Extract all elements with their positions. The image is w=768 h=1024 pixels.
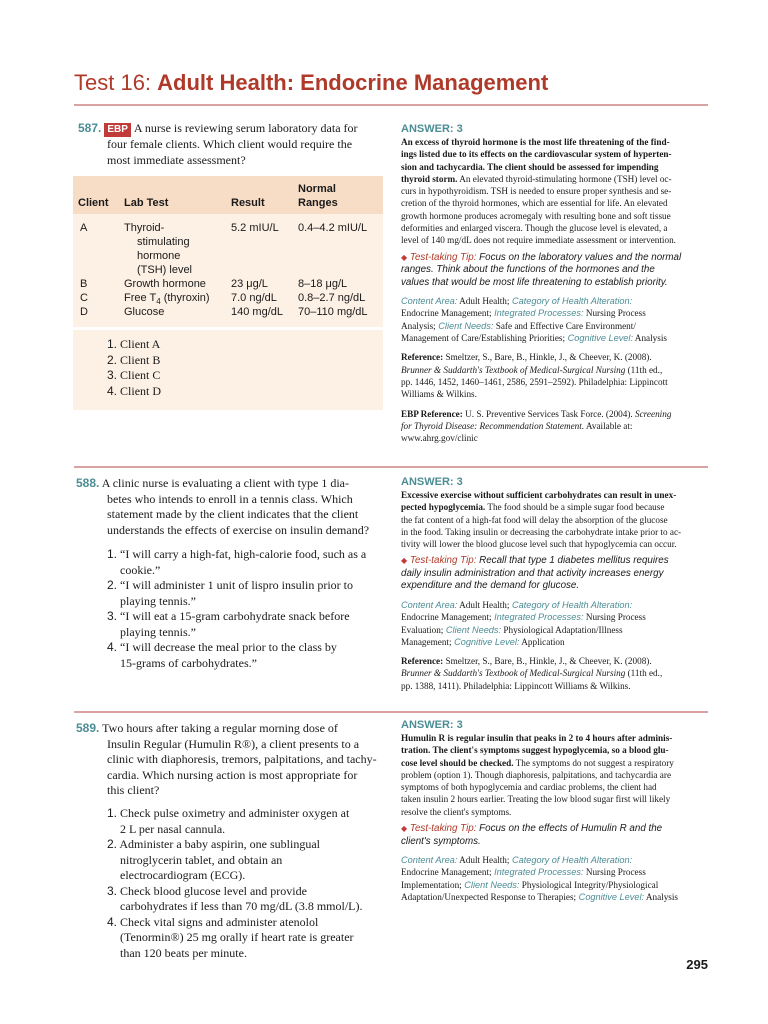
- col-lab-test: Lab Test: [124, 197, 169, 209]
- option-number: 2.: [107, 352, 118, 367]
- meta-value: Evaluation;: [401, 624, 444, 635]
- option-text: “I will decrease the meal prior to the class by: [120, 640, 337, 654]
- tip-label: Test-taking Tip:: [409, 251, 477, 263]
- option-item[interactable]: [107, 806, 397, 837]
- option-number: 4.: [107, 640, 118, 654]
- meta-value: Physiological Adaptation/Illness: [501, 624, 623, 635]
- meta-value: Nursing Process: [583, 867, 646, 878]
- table-cell: B: [80, 278, 88, 290]
- option-text: (Tenormin®) 25 mg orally if heart rate is greater: [120, 930, 354, 944]
- title-divider: [74, 104, 708, 106]
- option-text: electrocardiogram (ECG).: [120, 868, 246, 882]
- option-text: Check pulse oximetry and administer oxygen at: [120, 806, 350, 820]
- answer-label: ANSWER: 3: [401, 476, 463, 488]
- meta-value: Adult Health;: [457, 599, 510, 610]
- rationale-text: problem (option 1). Though diaphoresis, palpitations, and tachycardia are: [401, 769, 672, 780]
- q587-answer-block: [401, 123, 711, 444]
- meta-value: Management of Care/Establishing Priorities;: [401, 333, 566, 344]
- rationale-bold: pected hypoglycemia.: [401, 502, 486, 513]
- q587-options: [107, 337, 161, 399]
- q589-stem-line: clinic with diaphoresis, tremors, palpitations, and tachy-: [107, 752, 377, 766]
- reference-text: U. S. Preventive Services Task Force. (2004).: [462, 408, 636, 419]
- content-meta: [401, 854, 711, 903]
- reference: [401, 351, 711, 400]
- rationale-bold: thyroid storm.: [401, 173, 458, 184]
- option-text: Check vital signs and administer atenolol: [120, 914, 319, 929]
- meta-value: Application: [519, 636, 565, 647]
- option-number: 4.: [107, 383, 118, 398]
- rationale-text: taken insulin 2 hours earlier. Treating the low blood sugar first will likely: [401, 794, 671, 805]
- q588-answer-block: [401, 476, 711, 692]
- meta-key: Cognitive Level:: [576, 891, 645, 902]
- q588-stem-line: statement made by the client indicates that the client: [107, 507, 359, 521]
- content-meta: [401, 599, 711, 648]
- table-cell: 7.0 ng/dL: [231, 292, 277, 304]
- option-number: 2.: [107, 837, 118, 851]
- tip-label: Test-taking Tip:: [409, 555, 477, 567]
- tip-text: daily insulin administration and that activity increases energy: [401, 567, 664, 579]
- q589-number: 589.: [76, 721, 100, 735]
- option-text: Client D: [120, 383, 162, 398]
- table-cell: 0.4–4.2 mIU/L: [298, 222, 368, 234]
- reference-title: Screening: [635, 408, 672, 419]
- reference-text: Available at:: [584, 420, 633, 431]
- meta-value: Management;: [401, 636, 452, 647]
- reference-text: (11th ed.,: [625, 364, 663, 375]
- q588-options: [107, 547, 397, 671]
- option-text: Client C: [120, 368, 161, 382]
- option-text: Check blood glucose level and provide: [120, 883, 307, 898]
- reference-text: Williams & Wilkins.: [401, 389, 477, 400]
- option-item[interactable]: [107, 578, 397, 609]
- reference-text: pp. 1388, 1411). Philadelphia: Lippincott Williams & Wilkins.: [401, 680, 631, 691]
- option-text: Administer a baby aspirin, one sublingual: [119, 837, 320, 851]
- meta-key: Integrated Processes:: [491, 308, 584, 319]
- reference-text: Smeltzer, S., Bare, B., Hinkle, J., & Cheever, K. (2008).: [443, 656, 652, 667]
- meta-value: Endocrine Management;: [401, 612, 492, 623]
- answer-label: ANSWER: 3: [401, 719, 463, 731]
- q588-stem-line: betes who intends to enroll in a tennis class. Which: [107, 491, 353, 506]
- meta-value: Safe and Effective Care Environment/: [493, 320, 636, 331]
- option-text: playing tennis.”: [120, 624, 196, 639]
- section-divider: [74, 466, 708, 468]
- rationale-bold: ings listed due to its effects on the cardiovascular system of hyperten-: [401, 149, 672, 160]
- meta-key: Client Needs:: [461, 879, 520, 890]
- option-text: carbohydrates if less than 70 mg/dL (3.8 mmol/L).: [120, 899, 363, 913]
- option-number: 1.: [107, 547, 118, 561]
- q589-stem-line: this client?: [107, 783, 160, 797]
- table-cell: (TSH) level: [137, 264, 193, 276]
- rationale: [401, 136, 711, 247]
- table-cell: 23 μg/L: [231, 278, 268, 290]
- option-number: 3.: [107, 368, 118, 382]
- rationale-bold: cose level should be checked.: [401, 757, 514, 768]
- option-item[interactable]: [107, 368, 161, 384]
- option-item[interactable]: [107, 915, 397, 962]
- rationale-bold: tration. The client's symptoms suggest hypoglycemia, so a blood glu-: [401, 745, 669, 756]
- option-text: Client A: [120, 337, 161, 351]
- title-prefix: Test 16:: [74, 70, 158, 95]
- q587-number: 587.: [78, 121, 102, 135]
- tip-marker-icon: ◆: [401, 252, 408, 262]
- option-number: 2.: [107, 578, 118, 592]
- title-main: Adult Health: Endocrine Management: [157, 70, 549, 95]
- page-title: [74, 70, 548, 96]
- meta-value: Endocrine Management;: [401, 308, 492, 319]
- meta-key: Client Needs:: [443, 624, 502, 635]
- meta-value: Physiological Integrity/Physiological: [519, 879, 659, 890]
- option-number: 4.: [107, 914, 118, 929]
- meta-key: Client Needs:: [435, 320, 494, 331]
- table-cell: 0.8–2.7 ng/dL: [298, 292, 366, 304]
- reference: [401, 655, 711, 692]
- rationale-text: An elevated thyroid-stimulating hormone (TSH) level oc-: [457, 173, 672, 184]
- col-result: Result: [231, 197, 265, 209]
- meta-value: Analysis: [633, 333, 667, 344]
- meta-key: Content Area:: [401, 855, 458, 866]
- option-text: 15-grams of carbohydrates.”: [120, 655, 257, 670]
- tip-label: Test-taking Tip:: [409, 823, 477, 835]
- option-text: “I will administer 1 unit of lispro insulin prior to: [120, 578, 353, 592]
- option-text: “I will carry a high-fat, high-calorie food, such as a: [120, 547, 367, 561]
- table-cell: D: [80, 306, 88, 318]
- lab-test-text: (thyroxin): [160, 292, 210, 304]
- q589-options: [107, 806, 397, 961]
- option-item[interactable]: [107, 609, 397, 640]
- table-cell: C: [80, 292, 88, 304]
- table-cell: Glucose: [124, 306, 165, 318]
- tip-text: values that would be most life threatening to establish priority.: [401, 276, 668, 288]
- tip-text: ranges. Think about the functions of the hormones and the: [401, 264, 655, 276]
- rationale-text: curs in hypothyroidism. TSH is needed to ensure proper synthesis and se-: [401, 186, 672, 197]
- col-normal: Normal: [298, 183, 336, 195]
- meta-value: Analysis: [644, 891, 679, 902]
- option-number: 1.: [107, 337, 118, 351]
- col-ranges: Ranges: [298, 197, 338, 209]
- reference-link[interactable]: www.ahrg.gov/clinic: [401, 433, 478, 444]
- ebp-badge: EBP: [104, 123, 131, 137]
- rationale-text: The food should be a simple sugar food because: [485, 502, 665, 513]
- reference-label: Reference:: [401, 656, 444, 667]
- reference-text: (11th ed.,: [625, 668, 663, 679]
- table-cell: Growth hormone: [124, 278, 206, 290]
- q589-stem: [76, 721, 386, 799]
- option-text: Client B: [120, 352, 161, 367]
- option-text: cookie.”: [120, 562, 161, 577]
- rationale-text: cretion of the thyroid hormones, which are essential for life. An elevated: [401, 198, 668, 209]
- meta-key: Integrated Processes:: [491, 612, 584, 623]
- q587-stem-line: most immediate assessment?: [107, 152, 246, 167]
- meta-value: Adult Health;: [457, 855, 510, 866]
- tip-text: Recall that type 1 diabetes mellitus requires: [476, 555, 669, 567]
- q587-stem: [78, 121, 378, 168]
- option-item[interactable]: [107, 384, 161, 400]
- meta-key: Category of Health Alteration:: [509, 296, 633, 307]
- option-item[interactable]: [107, 640, 397, 671]
- table-cell: 8–18 μg/L: [298, 278, 348, 290]
- option-item[interactable]: [107, 353, 161, 369]
- q588-stem-line: A clinic nurse is evaluating a client with type 1 dia-: [101, 476, 349, 490]
- subscript: 4: [156, 297, 161, 307]
- reference-text: Smeltzer, S., Bare, B., Hinkle, J., & Cheever, K. (2008).: [443, 352, 652, 363]
- option-number: 3.: [107, 609, 118, 623]
- table-cell: stimulating: [137, 236, 190, 248]
- rationale-bold: Excessive exercise without sufficient carbohydrates can result in unex-: [401, 490, 677, 500]
- rationale-text: symptoms of both hypoglycemia and cardiac problems, the client had: [401, 782, 657, 793]
- option-text: “I will eat a 15-gram carbohydrate snack before: [120, 609, 350, 623]
- meta-key: Category of Health Alteration:: [509, 599, 633, 610]
- option-item[interactable]: [107, 337, 161, 353]
- reference-label: Reference:: [401, 352, 444, 363]
- test-taking-tip: [401, 252, 711, 290]
- q589-stem-line: Two hours after taking a regular morning dose of: [102, 721, 338, 735]
- meta-value: Analysis;: [401, 320, 436, 331]
- rationale-text: The symptoms do not suggest a respiratory: [513, 757, 674, 768]
- tip-marker-icon: ◆: [401, 824, 408, 834]
- meta-value: Endocrine Management;: [401, 867, 492, 878]
- meta-value: Adult Health;: [457, 296, 510, 307]
- rationale-text: growth hormone produces acromegaly with resulting bone and soft tissue: [401, 210, 671, 221]
- q589-stem-line: cardia. Which nursing action is most appropriate for: [107, 767, 358, 782]
- q588-stem-line: understands the effects of exercise on insulin demand?: [107, 522, 370, 537]
- test-taking-tip: [401, 555, 711, 593]
- option-text: nitroglycerin tablet, and obtain an: [120, 852, 283, 867]
- rationale-bold: An excess of thyroid hormone is the most life threatening of the find-: [401, 137, 670, 147]
- option-number: 1.: [107, 806, 118, 820]
- ebp-reference: [401, 408, 711, 445]
- option-text: than 120 beats per minute.: [120, 945, 247, 960]
- rationale: [401, 732, 711, 818]
- rationale-text: tivity will lower the blood glucose level such that hypoglycemia can occur.: [401, 539, 677, 550]
- meta-value: Nursing Process: [583, 612, 646, 623]
- meta-value: Implementation;: [401, 879, 462, 890]
- rationale-bold: sion and tachycardia. The client should be assessed for impending: [401, 161, 659, 172]
- rationale-bold: Humulin R is regular insulin that peaks in 2 to 4 hours after adminis-: [401, 733, 673, 743]
- rationale-text: level of 140 mg/dL does not require immediate assessment or intervention.: [401, 235, 676, 246]
- page-number: 295: [686, 957, 708, 972]
- reference-title: Brunner & Suddarth's Textbook of Medical-Surgical Nursing: [401, 668, 626, 679]
- table-cell: 70–110 mg/dL: [298, 306, 368, 318]
- meta-key: Content Area:: [401, 599, 458, 610]
- answer-label: ANSWER: 3: [401, 123, 463, 135]
- table-cell: hormone: [137, 250, 181, 262]
- table-cell: Thyroid-: [124, 222, 165, 234]
- rationale-text: deformities and enlarged viscera. Though the glucose level is elevated, a: [401, 223, 668, 234]
- option-text: 2 L per nasal cannula.: [120, 821, 226, 836]
- table-cell: 5.2 mIU/L: [231, 222, 279, 234]
- meta-key: Cognitive Level:: [565, 333, 634, 344]
- tip-marker-icon: ◆: [401, 556, 408, 566]
- section-divider: [74, 711, 708, 713]
- reference-label: EBP Reference:: [401, 408, 463, 419]
- reference-title: for Thyroid Disease: Recommendation Statement.: [401, 420, 585, 431]
- tip-text: Focus on the laboratory values and the normal: [476, 251, 682, 263]
- meta-key: Category of Health Alteration:: [509, 855, 633, 866]
- meta-value: Adaptation/Unexpected Response to Therapies;: [401, 891, 577, 902]
- rationale-text: in the food. Taking insulin or decreasing the carbohydrate intake prior to ac-: [401, 526, 682, 537]
- q587-stem-line: four female clients. Which client would require the: [107, 137, 353, 151]
- reference-text: pp. 1446, 1452, 1460–1461, 2586, 2591–2592). Philadelphia: Lippincott: [401, 376, 668, 387]
- meta-key: Content Area:: [401, 296, 458, 307]
- option-number: 3.: [107, 883, 118, 898]
- content-meta: [401, 295, 711, 344]
- meta-value: Nursing Process: [583, 308, 646, 319]
- tip-text: Focus on the effects of Humulin R and the: [476, 823, 663, 835]
- rationale: [401, 489, 711, 550]
- q589-answer-block: [401, 719, 711, 903]
- option-text: playing tennis.”: [120, 593, 196, 608]
- meta-key: Integrated Processes:: [491, 867, 584, 878]
- col-client: Client: [78, 197, 109, 209]
- option-item[interactable]: [107, 837, 397, 884]
- option-item[interactable]: [107, 884, 397, 915]
- option-item[interactable]: [107, 547, 397, 578]
- q588-number: 588.: [76, 476, 100, 490]
- table-cell: A: [80, 222, 88, 234]
- rationale-text: resolve the client's symptoms.: [401, 806, 512, 817]
- q588-stem: [76, 476, 386, 538]
- lab-test-text: Free T: [124, 292, 157, 304]
- test-taking-tip: [401, 823, 711, 848]
- tip-text: expenditure and the demand for glucose.: [401, 580, 580, 592]
- q589-stem-line: Insulin Regular (Humulin R®), a client presents to a: [107, 736, 360, 751]
- tip-text: client's symptoms.: [401, 835, 481, 847]
- meta-key: Cognitive Level:: [451, 636, 520, 647]
- q587-stem-line: A nurse is reviewing serum laboratory data for: [133, 121, 358, 135]
- reference-title: Brunner & Suddarth's Textbook of Medical-Surgical Nursing: [401, 364, 626, 375]
- table-cell: 140 mg/dL: [231, 306, 283, 318]
- rationale-text: the fat content of a high-fat food will delay the absorption of the glucose: [401, 514, 668, 525]
